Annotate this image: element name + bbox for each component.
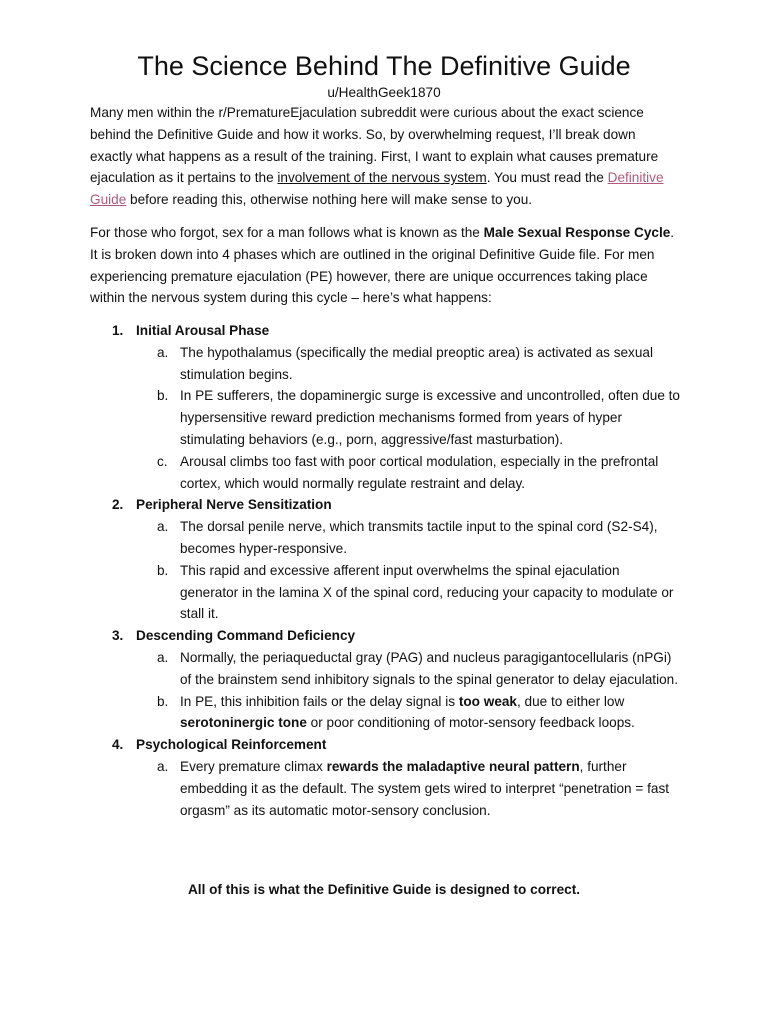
subitem-text-2: , further embedding it as the default. The system gets wired to interpret “penetration = fast orgasm” as its automatic motor-sensory conclusion. (180, 758, 670, 818)
subitem-marker: c. (157, 453, 168, 469)
subitem-text: The dorsal penile nerve, which transmits tactile input to the spinal cord (S2-S4), becomes hyper-responsive. (180, 519, 658, 556)
phase-heading: Initial Arousal Phase (136, 323, 270, 338)
phase-heading: Psychological Reinforcement (136, 737, 327, 753)
phase-subitem (90, 647, 680, 691)
subitem-text: This rapid and excessive afferent input overwhelms the spinal ejaculation generator in the lamina X of the spinal cord, reducing your capacity to modulate or stall it. (180, 562, 674, 622)
intro-text-1: Many men within the r/PrematureEjaculation subreddit were curious about the exact science behind the Definitive Guide and how it works. So, by overwhelming request, I’ll break down exactly what happens as a result of the training. First, I want to explain what causes premature ejaculation as it pertains to the (90, 105, 659, 186)
subitem-marker: a. (157, 344, 169, 360)
para2-text-1: For those who forgot, sex for a man follows what is known as the (90, 225, 484, 240)
phase-item (90, 494, 690, 516)
subitem-text-3: or poor conditioning of motor-sensory feedback loops. (306, 715, 635, 731)
phase-number: 4. (112, 737, 124, 753)
phase-item (90, 734, 690, 756)
closing-statement: All of this is what the Definitive Guide is designed to correct. (187, 882, 580, 897)
phases-list (90, 320, 690, 821)
para2-text-2: . It is broken down into 4 phases which are outlined in the original Definitive Guide file. For men experiencing premature ejaculation (PE) however, there are unique occurrences taking place within the nervous system during this cycle – here’s what happens: (90, 225, 675, 306)
underlined-phrase: involvement of the nervous system (277, 170, 487, 186)
document-title: The Science Behind The Definitive Guide (137, 51, 631, 81)
emphasis-too-weak: too weak (458, 693, 517, 709)
author-username: u/HealthGeek1870 (327, 85, 441, 100)
subitem-marker: b. (157, 388, 169, 404)
subitem-marker: a. (157, 758, 169, 774)
subitem-text: Arousal climbs too fast with poor cortical modulation, especially in the prefrontal cortex, which would normally regulate restraint and delay. (180, 453, 659, 491)
phase-subitem (90, 756, 680, 821)
phase-item (90, 625, 690, 647)
subitem-text-1: In PE, this inhibition fails or the delay signal is (180, 693, 459, 709)
phase-number: 1. (112, 323, 124, 338)
subitem-text: The hypothalamus (specifically the medial preoptic area) is activated as sexual stimulation begins. (180, 344, 653, 382)
response-cycle-paragraph (90, 222, 680, 309)
phase-heading: Descending Command Deficiency (136, 628, 356, 644)
phase-number: 3. (112, 628, 124, 644)
definitive-guide-link[interactable]: Definitive Guide (90, 170, 664, 208)
subitem-marker: a. (157, 519, 169, 535)
phase-subitem (90, 560, 680, 625)
response-cycle-term: Male Sexual Response Cycle (483, 225, 671, 240)
phase-subitem (90, 342, 680, 386)
emphasis-serotoninergic-tone: serotoninergic tone (180, 715, 307, 731)
intro-text-2: . You must read the (486, 170, 608, 186)
subitem-marker: a. (157, 649, 169, 665)
subitem-text-2: , due to either low (517, 693, 625, 709)
emphasis-maladaptive-pattern: rewards the maladaptive neural pattern (326, 758, 580, 774)
intro-paragraph (90, 102, 680, 211)
subitem-text-1: Every premature climax (180, 758, 327, 774)
subitem-text: In PE sufferers, the dopaminergic surge is excessive and uncontrolled, often due to hypersensitive reward prediction mechanisms formed from years of hyper stimulating behaviors (e.g., porn, aggressive/fast masturbation). (180, 388, 680, 447)
intro-text-3: before reading this, otherwise nothing here will make sense to you. (126, 192, 533, 208)
phase-item (90, 320, 690, 342)
subitem-marker: b. (157, 693, 169, 709)
phase-subitem (90, 516, 680, 560)
phase-number: 2. (112, 497, 124, 513)
phase-subitem (90, 691, 680, 735)
phase-subitem (90, 451, 680, 495)
phase-heading: Peripheral Nerve Sensitization (136, 497, 332, 513)
phase-subitem (90, 385, 680, 450)
subitem-marker: b. (157, 562, 169, 578)
subitem-text: Normally, the periaqueductal gray (PAG) and nucleus paragigantocellularis (nPGi) of the brainstem send inhibitory signals to the spinal generator to delay ejaculation. (180, 649, 678, 687)
